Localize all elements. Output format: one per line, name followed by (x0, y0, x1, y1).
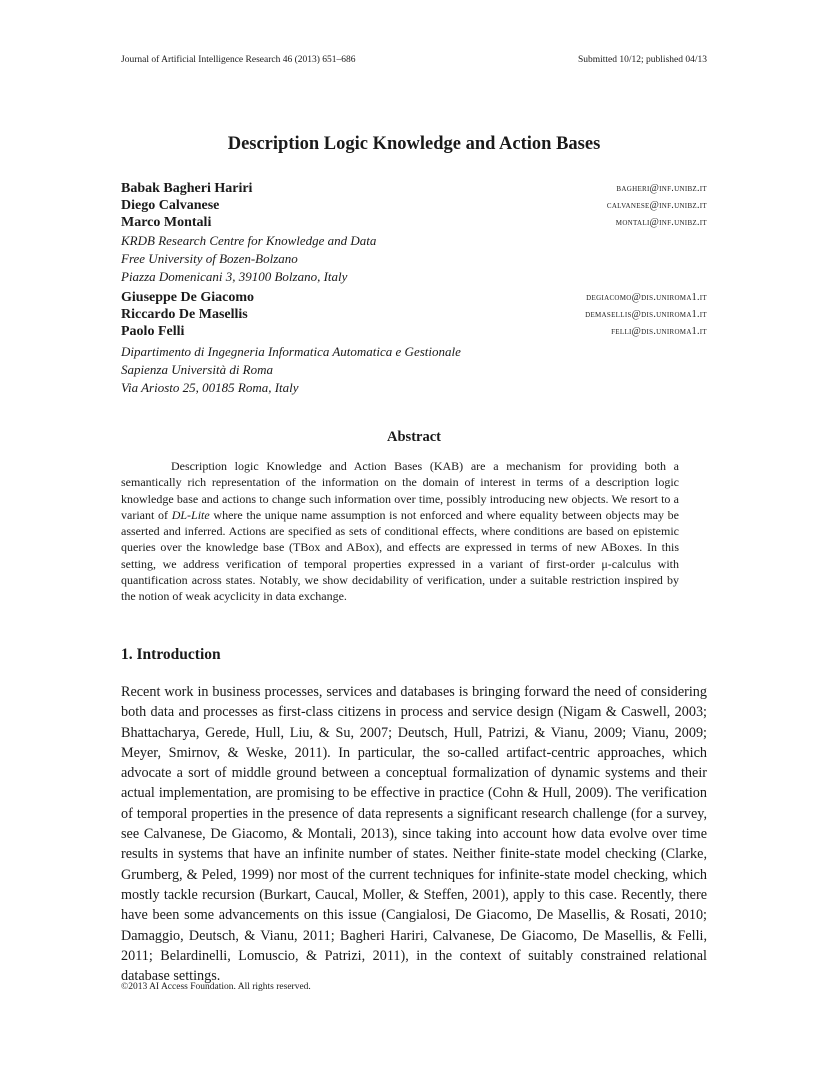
abstract-italic-term: DL-Lite (171, 507, 210, 522)
abstract-text-start: Description logic Knowledge and Action Bases (KAB) are a mechanism for providing both a semantically rich representation of the information on the domain of interest in terms of a description logic knowledge base and actions to change such information over time, possibly introducing new objects. We resort to a variant of (121, 459, 679, 522)
author-name: Diego Calvanese (121, 198, 220, 213)
author-name: Babak Bagheri Hariri (121, 181, 253, 196)
author-row (121, 324, 707, 341)
author-email[interactable]: felli@dis.uniroma1.it (611, 326, 707, 337)
body-paragraph: Recent work in business processes, services and databases is bringing forward the need of considering both data and processes as first-class citizens in process and service design (Nigam & Caswell, 2003; Bhattacharya, Gerede, Hull, Liu, & Su, 2007; Deutsch, Hull, Patrizi, & Vianu, 2009; Vianu, 2009; Meyer, Smirnov, & Weske, 2011). In particular, the so-called artifact-centric approaches, which advocate a sort of middle ground between a conceptual formalization of dynamic systems and their actual implementation, are promising to be effective in practice (Cohn & Hull, 2009). The verification of temporal properties in the presence of data represents a significant research challenge (for a survey, see Calvanese, De Giacomo, & Montali, 2013), since taking into account how data evolve over time results in systems that have an infinite number of states. Neither finite-state model checking (Clarke, Grumberg, & Peled, 1999) nor most of the current techniques for infinite-state model checking, which mostly tackle recursion (Burkart, Caucal, Moller, & Steffen, 2001), apply to this case. Recently, there have been some advancements on this issue (Cangialosi, De Giacomo, De Masellis, & Rosati, 2010; Damaggio, Deutsch, & Vianu, 2011; Bagheri Hariri, Calvanese, De Giacomo, De Masellis, & Felli, 2011; Belardinelli, Lomuscio, & Patrizi, 2011), in the context of suitably constrained relational database settings. (121, 684, 707, 985)
author-email[interactable]: bagheri@inf.unibz.it (616, 183, 707, 194)
author-group-1 (121, 181, 707, 286)
author-name: Marco Montali (121, 215, 212, 230)
author-row (121, 181, 707, 198)
author-name: Riccardo De Masellis (121, 307, 248, 322)
affiliation-line: Via Ariosto 25, 00185 Roma, Italy (121, 380, 299, 395)
copyright-footer (121, 982, 311, 992)
author-email[interactable]: degiacomo@dis.uniroma1.it (586, 292, 707, 303)
abstract-heading: Abstract (387, 429, 441, 445)
author-row (121, 215, 707, 232)
affiliation (121, 232, 707, 286)
author-name: Giuseppe De Giacomo (121, 290, 254, 305)
copyright-text: 2013 AI Access Foundation. All rights reserved. (128, 982, 311, 992)
author-group-2 (121, 290, 707, 397)
affiliation-line: Sapienza Università di Roma (121, 362, 274, 377)
author-email[interactable]: montali@inf.unibz.it (615, 217, 707, 228)
submission-dates: Submitted 10/12; published 04/13 (577, 55, 707, 65)
author-row (121, 307, 707, 324)
affiliation-line: KRDB Research Centre for Knowledge and Data (121, 233, 377, 248)
section-heading: 1. Introduction (121, 646, 221, 663)
author-email[interactable]: demasellis@dis.uniroma1.it (585, 309, 707, 320)
affiliation-line: Piazza Domenicani 3, 39100 Bolzano, Italy (121, 269, 348, 284)
journal-header: Journal of Artificial Intelligence Research 46 (2013) 651–686 (121, 55, 356, 65)
abstract-text-end: where the unique name assumption is not enforced and where equality between objects may be asserted and inferred. Actions are specified as sets of conditional effects, where conditions are based on epistemic queries over the knowledge base (TBox and ABox), and effects are expressed in terms of new ABoxes. In this setting, we address verification of temporal properties expressed in a variant of first-order μ-calculus with quantification across states. Notably, we show decidability of verification, under a suitable restriction inspired by the notion of weak acyclicity in data exchange. (121, 507, 679, 604)
affiliation-line: Dipartimento di Ingegneria Informatica Automatica e Gestionale (121, 344, 461, 359)
abstract-body (121, 458, 679, 605)
affiliation-line: Free University of Bozen-Bolzano (121, 251, 298, 266)
affiliation (121, 343, 707, 397)
author-email[interactable]: calvanese@inf.unibz.it (606, 200, 707, 211)
section-body (121, 682, 707, 986)
author-name: Paolo Felli (121, 324, 185, 339)
abstract-paragraph (121, 458, 679, 605)
copyright-icon: © (121, 982, 129, 992)
author-row (121, 290, 707, 307)
paper-title: Description Logic Knowledge and Action Bases (227, 134, 601, 154)
author-row (121, 198, 707, 215)
